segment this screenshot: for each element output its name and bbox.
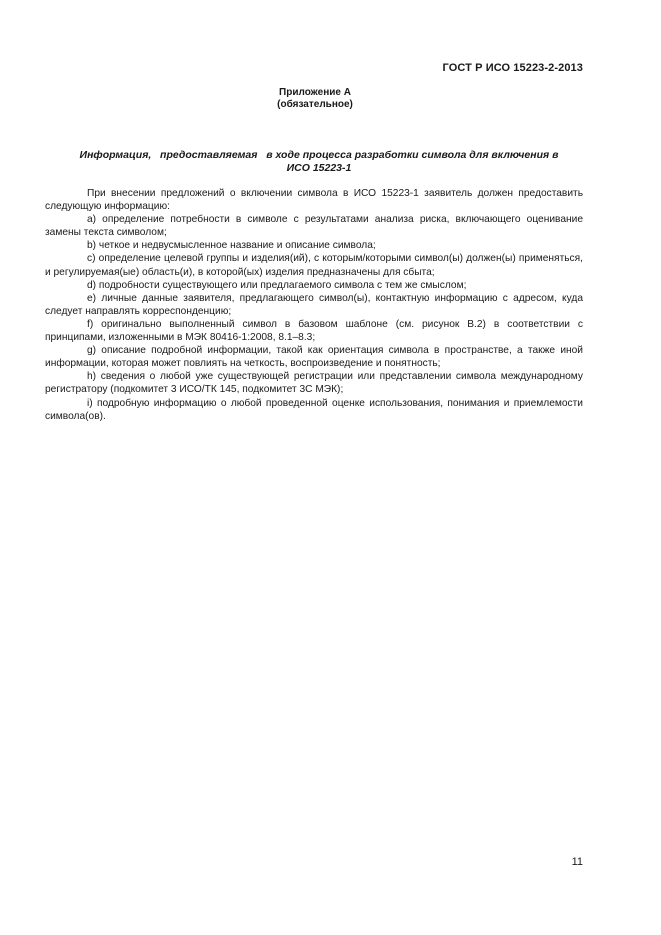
list-item-d: d) подробности существующего или предлагаемого символа с тем же смыслом; xyxy=(87,279,467,291)
page-number: 11 xyxy=(571,856,583,868)
annex-heading xyxy=(0,87,630,111)
annex-title-line-1: Информация, предоставляемая в ходе процесса разработки символа для включения в xyxy=(79,149,559,161)
annex-title xyxy=(54,149,584,175)
list-item-i: i) подробную информацию о любой проведенной оценке использования, понимания и приемлемости символа(ов). xyxy=(45,397,583,422)
list-item-c: с) определение целевой группы и изделия(ий), с которым/которыми символ(ы) должен(ы) применяться, и регулируемая(ые) область(и), в которой(ых) изделия предназначены для сбыта; xyxy=(45,253,583,278)
list-item-f: f) оригинально выполненный символ в базовом шаблоне (см. рисунок В.2) в соответствии с принципами, изложенными в МЭК 80416-1:2008, 8.1–8.3; xyxy=(45,318,583,344)
list-item-b: b) четкое и недвусмысленное название и описание символа; xyxy=(87,240,376,252)
annex-title-line-2: ИСО 15223-1 xyxy=(286,162,352,174)
annex-status: (обязательное) xyxy=(277,99,353,110)
list-item-h: h) сведения о любой уже существующей регистрации или представлении символа международному регистратору (подкомитет 3 ИСО/ТК 145, подкомитет 3С МЭК); xyxy=(45,371,583,396)
standard-code: ГОСТ Р ИСО 15223-2-2013 xyxy=(442,62,583,74)
list-item-e: е) личные данные заявителя, предлагающего символ(ы), контактную информацию с адресом, куда следует направлять корреспонденцию; xyxy=(45,292,583,317)
list-item-g: g) описание подробной информации, такой как ориентация символа в пространстве, а также иной информации, которая может повлиять на четкость, воспроизведение и понятность; xyxy=(45,345,583,370)
annex-label: Приложение А xyxy=(279,87,351,98)
list-item-a: а) определение потребности в символе с результатами анализа риска, включающего оценивание замены текста символом; xyxy=(45,214,583,239)
body-text xyxy=(45,187,583,423)
paragraph-intro: При внесении предложений о включении символа в ИСО 15223-1 заявитель должен предоставить следующую информацию: xyxy=(45,188,583,213)
